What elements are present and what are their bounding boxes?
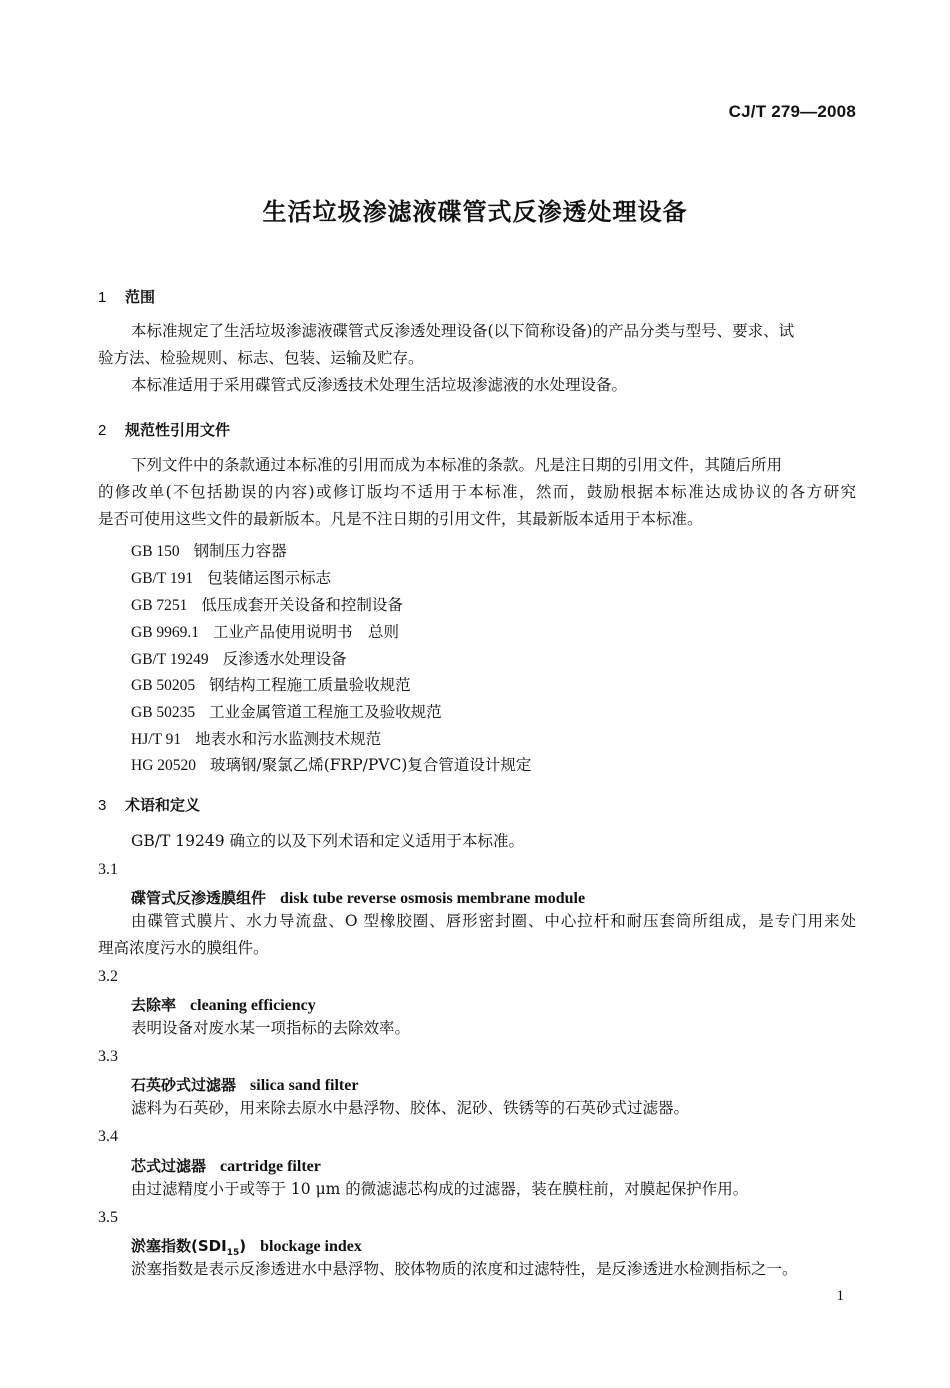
reference-name: 钢结构工程施工质量验收规范 [209, 676, 411, 694]
reference-code: GB 150 [131, 543, 180, 560]
reference-item [131, 700, 442, 722]
term-heading [131, 1074, 358, 1095]
section-2-heading [98, 419, 230, 440]
section-number: 2 [98, 422, 107, 439]
term-heading [131, 1235, 362, 1258]
term-definition-line-1: 由碟管式膜片、水力导流盘、O 型橡胶圈、唇形密封圈、中心拉杆和耐压套筒所组成，是专门用来处 [131, 912, 856, 930]
term-definition-line-2: 理高浓度污水的膜组件。 [98, 939, 269, 957]
reference-name: 玻璃钢/聚氯乙烯(FRP/PVC)复合管道设计规定 [210, 756, 532, 774]
term-zh: 石英砂式过滤器 [131, 1076, 237, 1094]
reference-code: GB 7251 [131, 597, 188, 614]
reference-code: GB/T 19249 [131, 651, 209, 668]
clause-number: 3.3 [98, 1048, 118, 1065]
section-2-paragraph-line-2: 的修改单(不包括勘误的内容)或修订版均不适用于本标准，然而，鼓励根据本标准达成协议的各方研究 [98, 483, 856, 501]
term-en: cartridge filter [220, 1158, 321, 1175]
term-zh-subscript: 15 [226, 1248, 240, 1258]
reference-item [131, 620, 399, 642]
term-en: disk tube reverse osmosis membrane module [280, 890, 586, 907]
term-heading [131, 1155, 321, 1176]
reference-item [131, 647, 347, 669]
reference-name: 工业金属管道工程施工及验收规范 [209, 703, 442, 721]
document-title: 生活垃圾渗滤液碟管式反渗透处理设备 [262, 198, 688, 226]
section-2-paragraph-line-3: 是否可使用这些文件的最新版本。凡是不注日期的引用文件，其最新版本适用于本标准。 [98, 510, 703, 528]
reference-code: GB 9969.1 [131, 624, 200, 641]
reference-name: 低压成套开关设备和控制设备 [201, 596, 403, 614]
clause-number: 3.2 [98, 968, 118, 985]
term-zh [131, 1237, 247, 1258]
reference-code: HJ/T 91 [131, 731, 182, 748]
section-title: 范围 [125, 288, 156, 306]
term-zh: 去除率 [131, 996, 177, 1014]
section-3-intro: GB/T 19249 确立的以及下列术语和定义适用于本标准。 [131, 832, 524, 850]
reference-item [131, 727, 381, 749]
term-zh: 芯式过滤器 [131, 1157, 207, 1175]
section-title: 规范性引用文件 [125, 421, 231, 439]
reference-code: GB 50205 [131, 677, 196, 694]
clause-number: 3.4 [98, 1128, 118, 1145]
section-1-paragraph-1-line-2: 验方法、检验规则、标志、包装、运输及贮存。 [98, 349, 424, 367]
section-number: 1 [98, 289, 107, 306]
reference-code: GB 50235 [131, 704, 196, 721]
clause-number: 3.5 [98, 1209, 118, 1226]
reference-name: 反渗透水处理设备 [222, 650, 347, 668]
term-definition: 由过滤精度小于或等于 10 μm 的微滤滤芯构成的过滤器，装在膜柱前，对膜起保护作用。 [131, 1180, 749, 1198]
term-zh: 碟管式反渗透膜组件 [131, 889, 267, 907]
clause-number: 3.1 [98, 861, 118, 878]
page-number: 1 [836, 1288, 844, 1304]
reference-item [131, 566, 331, 588]
reference-name: 钢制压力容器 [193, 542, 287, 560]
section-title: 术语和定义 [125, 796, 201, 814]
term-en: silica sand filter [250, 1077, 359, 1094]
section-3-heading [98, 794, 200, 815]
term-zh-suffix: ) [239, 1237, 247, 1255]
term-heading [131, 887, 585, 908]
section-1-paragraph-2: 本标准适用于采用碟管式反渗透技术处理生活垃圾渗滤液的水处理设备。 [131, 376, 628, 394]
standard-code: CJ/T 279—2008 [728, 102, 856, 121]
reference-name: 地表水和污水监测技术规范 [195, 730, 382, 748]
reference-item [131, 753, 531, 775]
reference-item [131, 593, 403, 615]
reference-item [131, 673, 411, 695]
reference-name: 工业产品使用说明书 总则 [213, 623, 400, 641]
reference-code: HG 20520 [131, 757, 197, 774]
term-en: blockage index [260, 1238, 362, 1255]
term-zh-prefix: 淤塞指数(SDI [131, 1237, 227, 1255]
section-1-heading [98, 286, 155, 307]
section-number: 3 [98, 797, 107, 814]
term-definition: 淤塞指数是表示反渗透进水中悬浮物、胶体物质的浓度和过滤特性，是反渗透进水检测指标之一。 [131, 1260, 798, 1278]
reference-name: 包装储运图示标志 [207, 569, 332, 587]
reference-code: GB/T 191 [131, 570, 194, 587]
term-en: cleaning efficiency [190, 997, 316, 1014]
term-heading [131, 994, 316, 1015]
term-definition: 表明设备对废水某一项指标的去除效率。 [131, 1019, 411, 1037]
term-definition: 滤料为石英砂，用来除去原水中悬浮物、胶体、泥砂、铁锈等的石英砂式过滤器。 [131, 1099, 690, 1117]
reference-item [131, 539, 287, 561]
section-2-paragraph-line-1: 下列文件中的条款通过本标准的引用而成为本标准的条款。凡是注日期的引用文件，其随后所用 [131, 456, 783, 474]
section-1-paragraph-1-line-1: 本标准规定了生活垃圾渗滤液碟管式反渗透处理设备(以下简称设备)的产品分类与型号、要求、试 [131, 322, 795, 340]
